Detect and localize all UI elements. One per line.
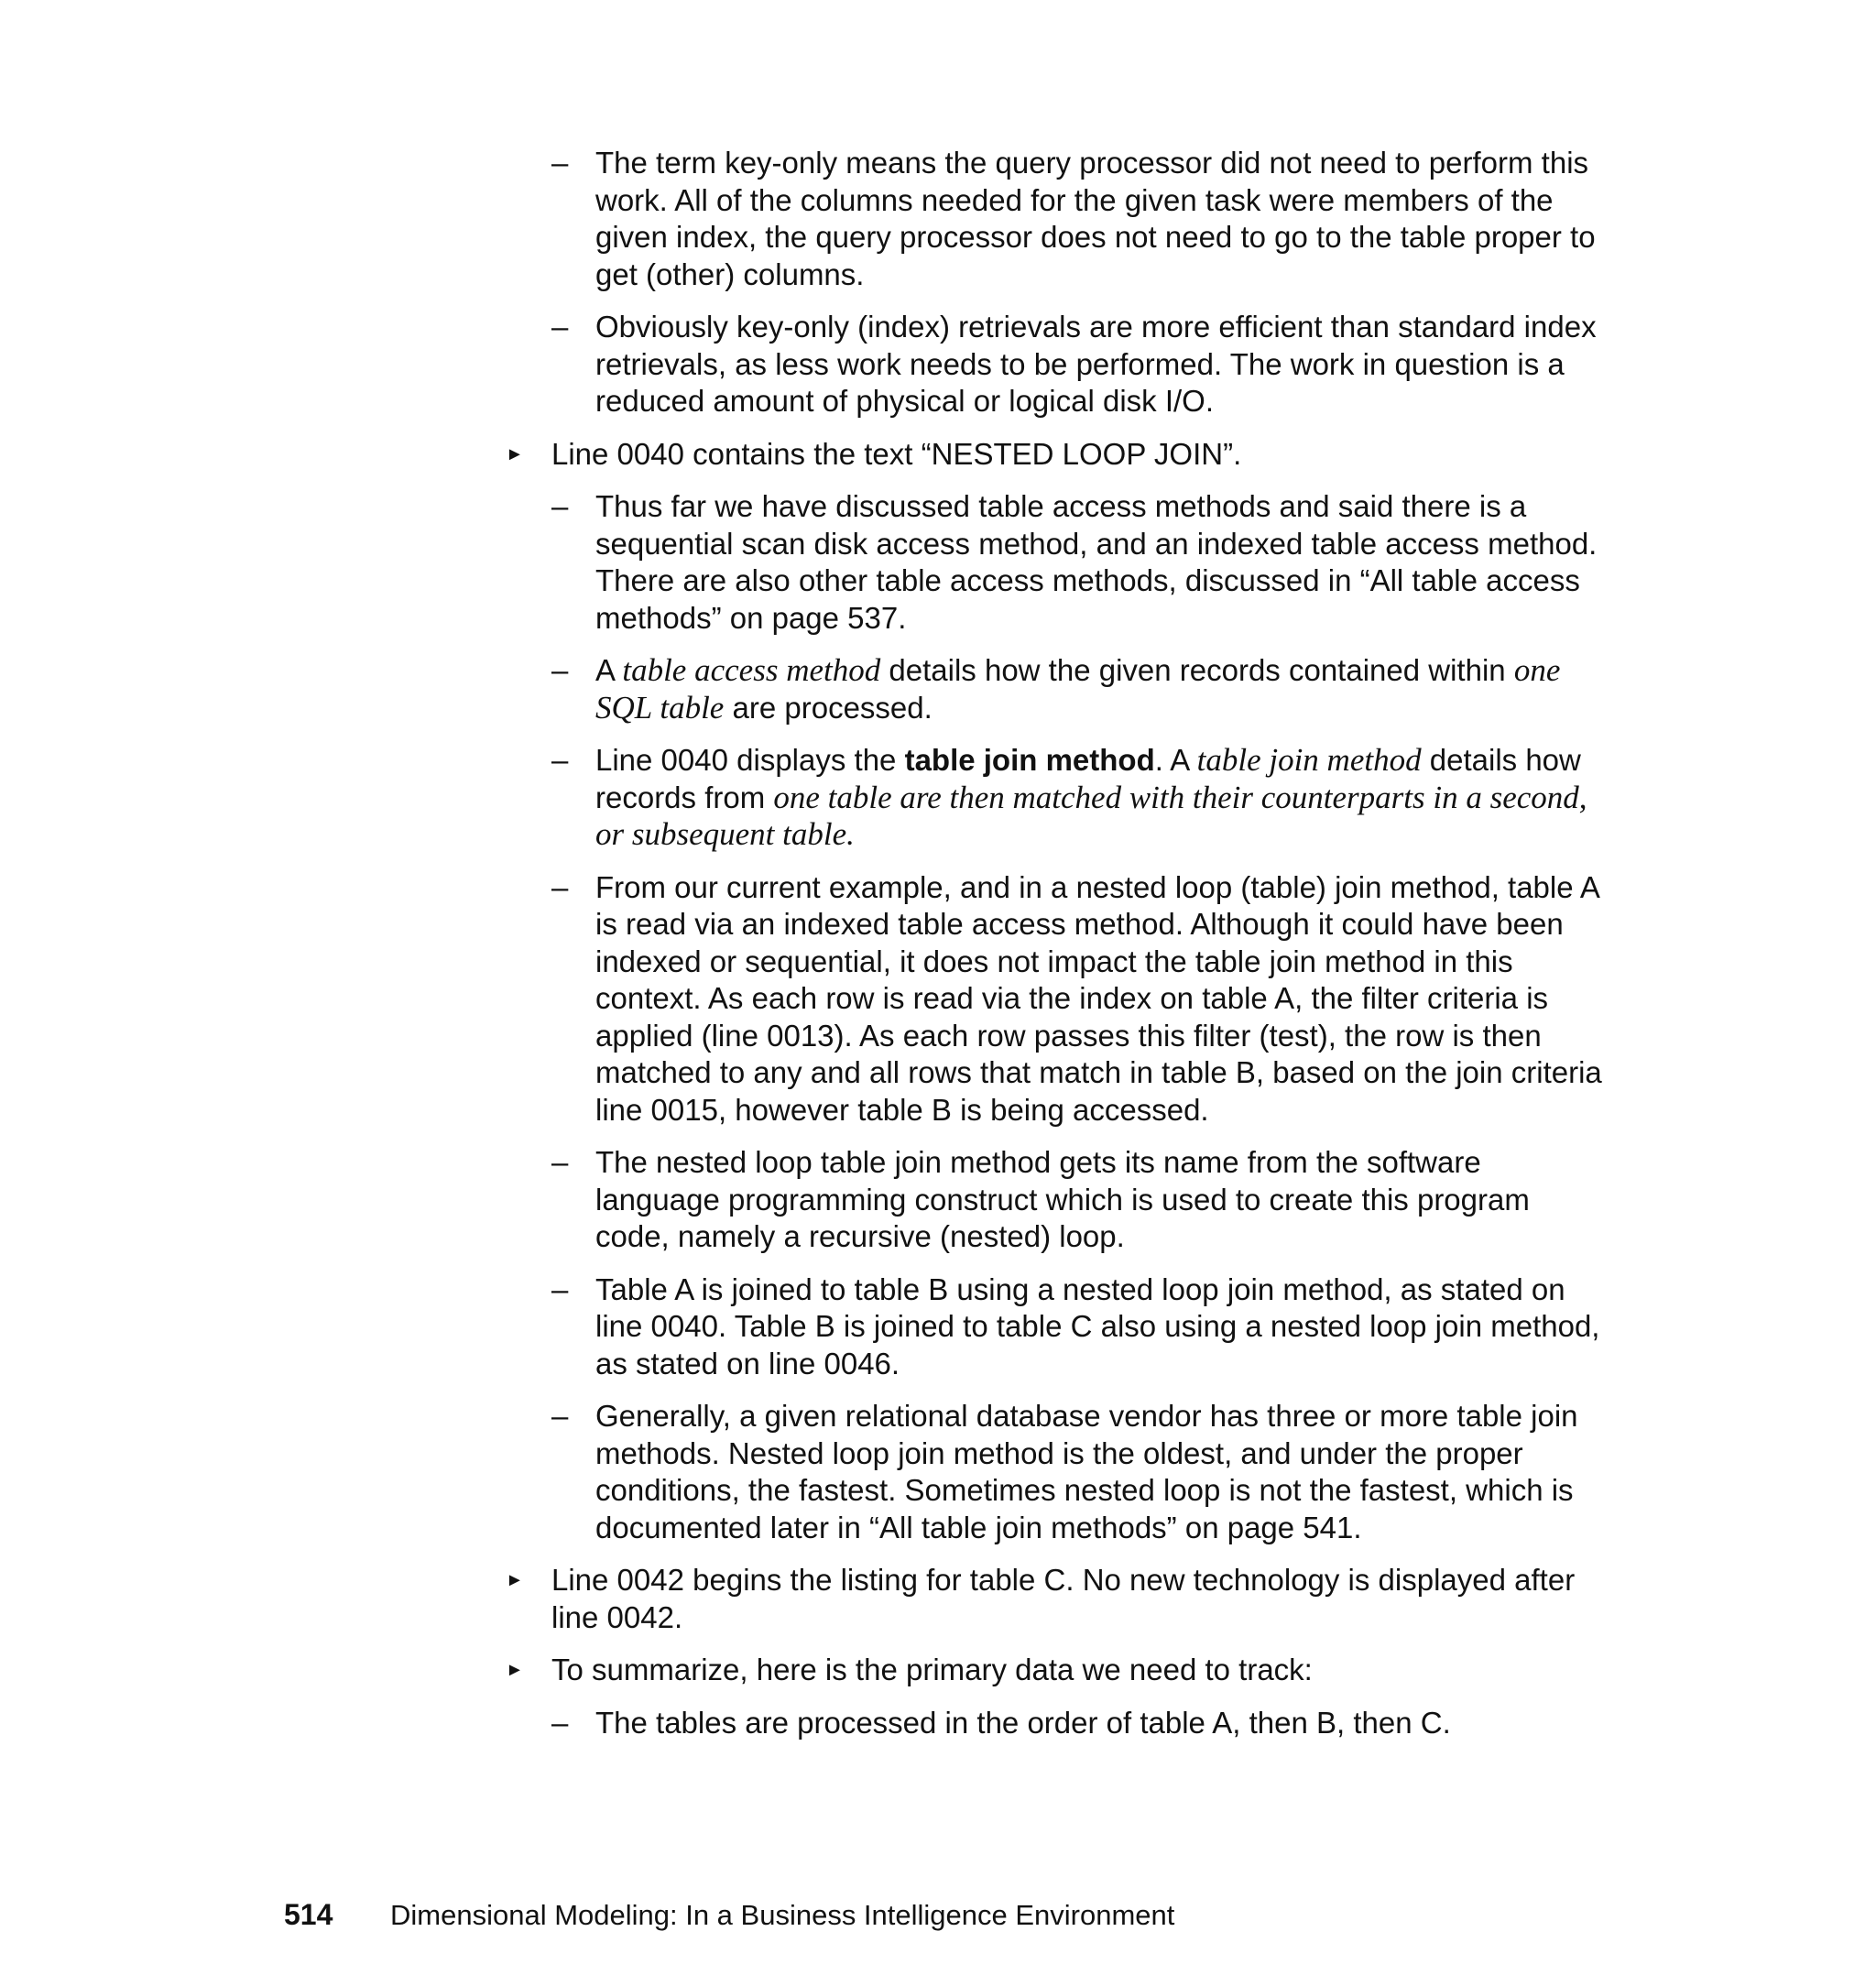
bullet-item	[506, 1562, 1605, 1636]
page-body	[506, 145, 1605, 1757]
text-run: Line 0042 begins the listing for table C. No new technology is displayed after line 0042.	[551, 1563, 1576, 1634]
item-text	[595, 743, 1587, 851]
text-run: Line 0040 contains the text “NESTED LOOP JOIN”.	[551, 436, 1242, 471]
item-text	[595, 1706, 1451, 1740]
item-text	[595, 1399, 1578, 1544]
dash-marker: –	[551, 743, 569, 777]
dash-marker: –	[551, 1705, 569, 1740]
dash-marker: –	[551, 146, 569, 180]
emphasis-text: one table are then matched with their counterparts in a second, or subsequent table.	[595, 779, 1587, 852]
emphasis-text: one SQL table	[595, 652, 1561, 726]
text-run: Thus far we have discussed table access methods and said there is a sequential scan disk access method, and an indexed table access method. There are also other table access methods, discussed in “All table access methods” on page 537.	[595, 489, 1598, 635]
item-text	[595, 1272, 1599, 1380]
page-footer	[284, 1896, 1174, 1934]
book-title: Dimensional Modeling: In a Business Intelligence Environment	[390, 1899, 1175, 1931]
triangle-bullet-icon: ►	[506, 1570, 524, 1590]
dash-marker: –	[551, 653, 569, 687]
dash-marker: –	[551, 310, 569, 344]
emphasis-text: table join method	[1196, 742, 1422, 778]
text-run: Table A is joined to table B using a nested loop join method, as stated on line 0040. Table B is joined to table C also using a nested loop join method, as stated on line 0046.	[595, 1271, 1600, 1380]
text-run: Generally, a given relational database vendor has three or more table join methods. Nested loop join method is the oldest, and under the proper conditions, the fastest. Sometimes nested loop is not the fastest, which is documented later in “All table join methods” on page 541.	[595, 1399, 1578, 1544]
item-text	[595, 146, 1596, 291]
text-run: A	[595, 653, 623, 687]
text-run: From our current example, and in a nested loop (table) join method, table A is read via an indexed table access method. Although it could have been indexed or sequential, it does not impact the table join method in this context. As each row is read via the index on table A, the filter criteria is applied (line 0013). As each row passes this filter (test), the row is then matched to any and all rows that match in table B, based on the join criteria line 0015, however table B is being accessed.	[595, 869, 1602, 1127]
item-text	[595, 653, 1560, 725]
text-run: Obviously key-only (index) retrievals are more efficient than standard index retrievals, as less work needs to be performed. The work in question is a reduced amount of physical or logical disk I/O.	[595, 310, 1597, 418]
page-number: 514	[284, 1898, 333, 1931]
emphasis-text: table access method	[622, 652, 881, 688]
item-text	[551, 1653, 1313, 1686]
item-text	[595, 1145, 1530, 1253]
emphasis-text: table join method	[904, 743, 1155, 777]
dash-marker: –	[551, 869, 569, 904]
dash-item	[551, 869, 1605, 1129]
item-text	[551, 437, 1241, 471]
text-run: The term key-only means the query processor did not need to perform this work. All of the columns needed for the given task were members of the given index, the query processor does not need to go to the table proper to get (other) columns.	[595, 146, 1596, 291]
dash-item	[551, 1144, 1605, 1256]
dash-item	[551, 652, 1605, 726]
text-run: To summarize, here is the primary data we need to track:	[551, 1653, 1313, 1686]
dash-item	[551, 145, 1605, 293]
text-run: The tables are processed in the order of table A, then B, then C.	[595, 1705, 1451, 1740]
dash-item	[551, 1398, 1605, 1546]
text-run: are processed.	[724, 690, 933, 725]
item-text	[595, 489, 1597, 635]
text-run: . A	[1154, 743, 1197, 777]
dash-item	[551, 1705, 1605, 1742]
triangle-bullet-icon: ►	[506, 1660, 524, 1680]
dash-item	[551, 488, 1605, 637]
triangle-bullet-icon: ►	[506, 443, 524, 464]
bullet-item	[506, 1652, 1605, 1689]
item-text	[595, 870, 1602, 1127]
text-run: details how records from	[595, 743, 1581, 814]
text-run: details how the given records contained within	[880, 653, 1514, 687]
dash-item	[551, 742, 1605, 854]
dash-marker: –	[551, 1145, 569, 1179]
text-run: Line 0040 displays the	[595, 743, 905, 777]
item-text	[595, 310, 1597, 418]
dash-marker: –	[551, 489, 569, 523]
dash-marker: –	[551, 1399, 569, 1433]
dash-marker: –	[551, 1271, 569, 1306]
text-run: The nested loop table join method gets its name from the software language programming construct which is used to create this program code, namely a recursive (nested) loop.	[595, 1145, 1530, 1253]
dash-item	[551, 309, 1605, 420]
bullet-item	[506, 436, 1605, 474]
item-text	[551, 1563, 1575, 1634]
dash-item	[551, 1271, 1605, 1383]
